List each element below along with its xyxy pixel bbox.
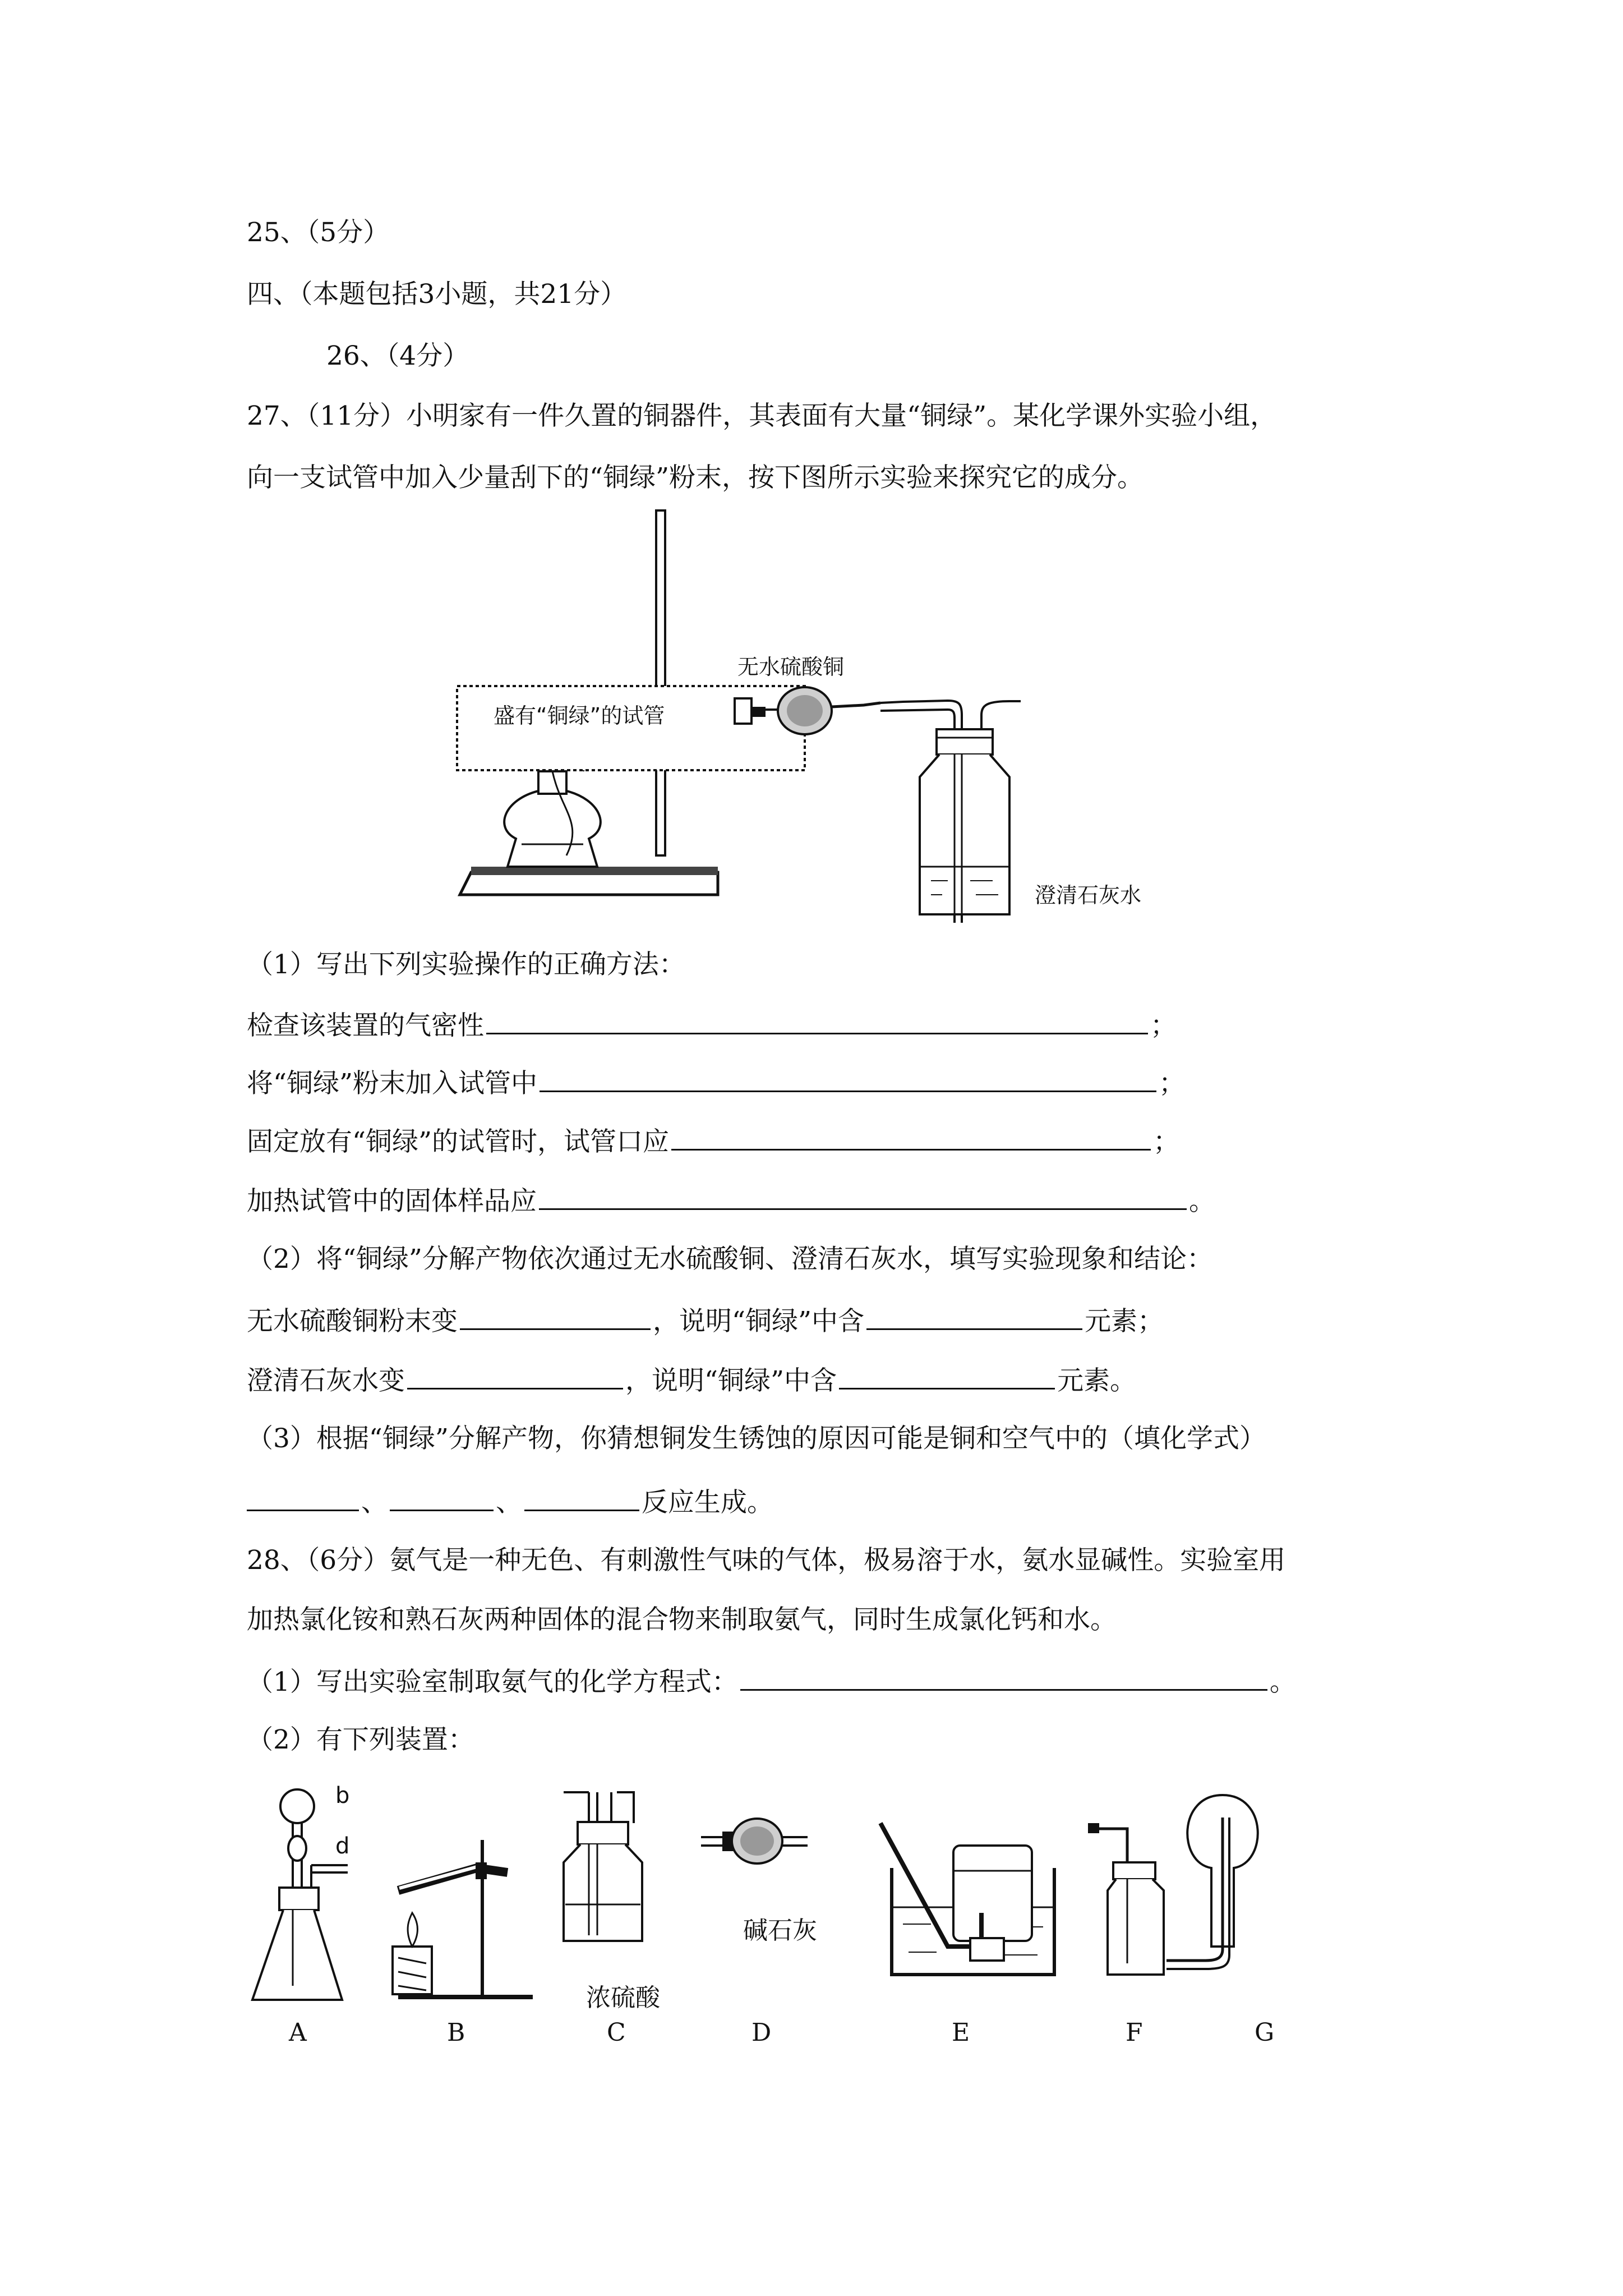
period: 。	[1189, 1186, 1215, 1217]
apparatus-letter-e: E	[952, 2018, 970, 2047]
answer-blank[interactable]	[540, 1065, 1156, 1092]
observation-2-conclusion: ，说明“铜绿”中含	[625, 1365, 837, 1396]
soda-lime-label: 碱石灰	[743, 1916, 817, 1945]
operation-4-text: 加热试管中的固体样品应	[247, 1186, 537, 1217]
question-28-part-1-text: （1）写出实验室制取氨气的化学方程式：	[247, 1667, 738, 1697]
observation-1-conclusion: ，说明“铜绿”中含	[653, 1306, 865, 1337]
operation-2-text: 将“铜绿”粉末加入试管中	[247, 1068, 538, 1099]
gas-washing-bottle	[920, 729, 1009, 914]
question-28-text-line-1: 28、（6分）氨气是一种无色、有刺激性气味的气体，极易溶于水，氨水显碱性。实验室用	[247, 1545, 1286, 1576]
observation-2-end: 元素。	[1057, 1365, 1137, 1396]
part-1-heading: （1）写出下列实验操作的正确方法：	[247, 949, 685, 980]
limewater-label: 澄清石灰水	[1035, 883, 1142, 908]
semicolon: ；	[1150, 1010, 1177, 1041]
question-27-text-line-1: 27、（11分）小明家有一件久置的铜器件，其表面有大量“铜绿”。某化学课外实验小组，	[247, 401, 1277, 431]
question-25-heading: 25、（5分）	[247, 217, 390, 248]
operation-1-text: 检查该装置的气密性	[247, 1010, 484, 1041]
question-26-heading: 26、（4分）	[326, 341, 469, 371]
label-d: d	[335, 1833, 350, 1859]
semicolon: ；	[1153, 1126, 1180, 1157]
part-3-heading: （3）根据“铜绿”分解产物，你猜想铜发生锈蚀的原因可能是铜和空气中的（填化学式）	[247, 1423, 1266, 1454]
apparatus-letter-c: C	[607, 2018, 626, 2047]
semicolon: ；	[1159, 1068, 1186, 1099]
label-b: b	[335, 1783, 350, 1809]
question-28-text-line-2: 加热氯化铵和熟石灰两种固体的混合物来制取氨气，同时生成氯化钙和水。	[247, 1604, 1117, 1635]
answer-blank[interactable]	[460, 1303, 651, 1330]
period: 。	[1269, 1667, 1296, 1697]
apparatus-letter-f: F	[1126, 2018, 1143, 2047]
apparatus-e	[880, 1823, 1054, 1975]
operation-4	[247, 1182, 1215, 1218]
operation-1	[247, 1007, 1177, 1043]
answer-blank[interactable]	[539, 1182, 1187, 1210]
part-3-end: 反应生成。	[642, 1487, 773, 1518]
question-28-part-1	[247, 1663, 1296, 1699]
question-27-text-line-2: 向一支试管中加入少量刮下的“铜绿”粉末，按下图所示实验来探究它的成分。	[247, 462, 1144, 493]
answer-blank[interactable]	[524, 1484, 639, 1511]
iron-stand-rod	[656, 510, 665, 855]
apparatus-f	[1088, 1823, 1164, 1975]
observation-2	[247, 1362, 1136, 1398]
apparatus-letter-g: G	[1255, 2018, 1275, 2047]
section-4-heading: 四、（本题包括3小题，共21分）	[247, 279, 627, 310]
apparatus-letter-b: B	[447, 2018, 465, 2047]
apparatus-g	[1166, 1795, 1258, 1969]
operation-2	[247, 1065, 1185, 1101]
apparatus-d	[701, 1819, 808, 1864]
answer-blank[interactable]	[866, 1303, 1082, 1330]
answer-blank[interactable]	[247, 1484, 359, 1511]
observation-2-text: 澄清石灰水变	[247, 1365, 405, 1396]
part-3-answers	[247, 1484, 773, 1520]
observation-1	[247, 1303, 1164, 1338]
question-28-part-2: （2）有下列装置：	[247, 1724, 474, 1755]
answer-blank[interactable]	[839, 1362, 1055, 1389]
observation-1-end: 元素；	[1085, 1306, 1164, 1337]
test-tube-label: 盛有“铜绿”的试管	[494, 703, 665, 728]
apparatus-b	[393, 1840, 533, 1997]
iron-stand-base	[460, 872, 718, 895]
separator: 、	[496, 1487, 522, 1518]
part-2-heading: （2）将“铜绿”分解产物依次通过无水硫酸铜、澄清石灰水，填写实验现象和结论：	[247, 1244, 1213, 1274]
conc-sulfuric-acid-label: 浓硫酸	[586, 1984, 660, 2012]
apparatus-a	[252, 1789, 348, 2000]
answer-blank[interactable]	[671, 1123, 1151, 1151]
apparatus-c	[564, 1792, 642, 1941]
apparatus-letter-d: D	[751, 2018, 772, 2047]
answer-blank[interactable]	[486, 1007, 1148, 1034]
operation-3	[247, 1123, 1179, 1159]
apparatus-letter-a: A	[289, 2018, 307, 2047]
answer-blank[interactable]	[407, 1362, 623, 1389]
answer-blank[interactable]	[740, 1663, 1267, 1691]
separator: 、	[361, 1487, 388, 1518]
answer-blank[interactable]	[390, 1484, 494, 1511]
operation-3-text: 固定放有“铜绿”的试管时，试管口应	[247, 1126, 670, 1157]
anhydrous-cuso4-label: 无水硫酸铜	[737, 655, 845, 679]
observation-1-text: 无水硫酸铜粉末变	[247, 1306, 458, 1337]
apparatus-figure-2	[241, 1778, 1396, 2014]
